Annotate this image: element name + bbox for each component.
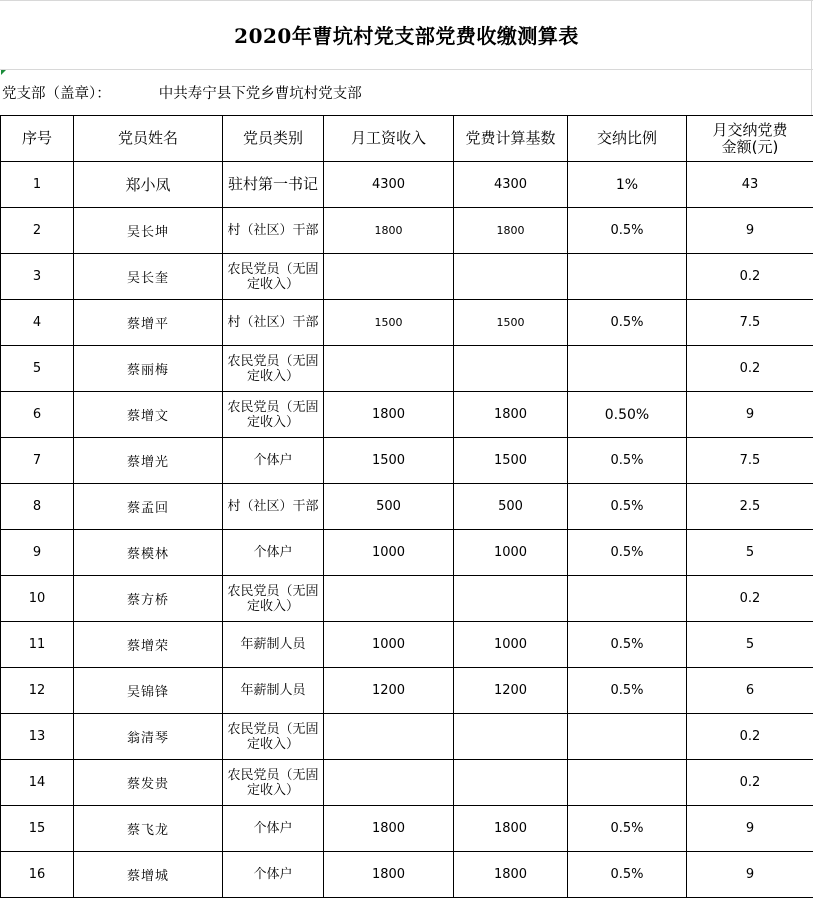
cell-type: 村（社区）干部: [223, 484, 324, 530]
table-row: [1, 622, 813, 668]
dues-table: [0, 115, 813, 898]
cell-amount: 9: [687, 208, 813, 254]
cell-base: [454, 346, 568, 392]
header-type: 党员类别: [223, 116, 324, 162]
header-rate: 交纳比例: [568, 116, 687, 162]
cell-name: 蔡增平: [74, 300, 223, 346]
cell-name: 蔡丽梅: [74, 346, 223, 392]
cell-salary: 1800: [324, 806, 454, 852]
cell-no: 16: [1, 852, 74, 898]
cell-no: 10: [1, 576, 74, 622]
cell-salary: 500: [324, 484, 454, 530]
cell-base: 1200: [454, 668, 568, 714]
cell-salary: [324, 346, 454, 392]
table-row: [1, 714, 813, 760]
table-row: [1, 668, 813, 714]
cell-amount: 5: [687, 622, 813, 668]
cell-no: 5: [1, 346, 74, 392]
cell-no: 7: [1, 438, 74, 484]
cell-no: 15: [1, 806, 74, 852]
cell-rate: 1%: [568, 162, 687, 208]
cell-amount: 9: [687, 852, 813, 898]
cell-rate: [568, 714, 687, 760]
title-divider: [0, 69, 813, 70]
cell-type: 个体户: [223, 530, 324, 576]
cell-rate: 0.5%: [568, 300, 687, 346]
header-no: 序号: [1, 116, 74, 162]
cell-rate: 0.5%: [568, 438, 687, 484]
table-row: [1, 806, 813, 852]
cell-no: 1: [1, 162, 74, 208]
header-name: 党员姓名: [74, 116, 223, 162]
table-row: [1, 346, 813, 392]
table-row: [1, 484, 813, 530]
table-row: [1, 208, 813, 254]
cell-rate: 0.5%: [568, 852, 687, 898]
cell-type: 驻村第一书记: [223, 162, 324, 208]
cell-salary: 1200: [324, 668, 454, 714]
cell-name: 蔡增光: [74, 438, 223, 484]
header-row: [1, 116, 813, 162]
cell-salary: [324, 254, 454, 300]
cell-base: 1000: [454, 530, 568, 576]
cell-amount: 9: [687, 806, 813, 852]
cell-rate: 0.5%: [568, 484, 687, 530]
cell-rate: 0.5%: [568, 208, 687, 254]
cell-no: 11: [1, 622, 74, 668]
cell-no: 8: [1, 484, 74, 530]
cell-rate: [568, 576, 687, 622]
cell-rate: 0.5%: [568, 530, 687, 576]
cell-amount: 0.2: [687, 254, 813, 300]
cell-amount: 7.5: [687, 438, 813, 484]
branch-label: 党支部（盖章）：: [2, 86, 111, 102]
cell-no: 13: [1, 714, 74, 760]
cell-salary: 1800: [324, 392, 454, 438]
cell-name: 吴锦锋: [74, 668, 223, 714]
table-row: [1, 392, 813, 438]
cell-base: [454, 254, 568, 300]
table-row: [1, 852, 813, 898]
cell-comment-marker: [1, 70, 6, 75]
cell-name: 蔡增荣: [74, 622, 223, 668]
cell-salary: [324, 576, 454, 622]
cell-salary: [324, 714, 454, 760]
cell-type: 农民党员（无固定收入）: [223, 346, 324, 392]
cell-base: 1800: [454, 208, 568, 254]
cell-salary: 1000: [324, 530, 454, 576]
cell-salary: 1500: [324, 300, 454, 346]
cell-name: 吴长奎: [74, 254, 223, 300]
table-row: [1, 300, 813, 346]
cell-no: 14: [1, 760, 74, 806]
cell-type: 年薪制人员: [223, 668, 324, 714]
cell-name: 吴长坤: [74, 208, 223, 254]
cell-base: 1000: [454, 622, 568, 668]
table-row: [1, 162, 813, 208]
cell-no: 2: [1, 208, 74, 254]
cell-no: 6: [1, 392, 74, 438]
cell-amount: 0.2: [687, 760, 813, 806]
cell-name: 蔡增文: [74, 392, 223, 438]
cell-amount: 6: [687, 668, 813, 714]
cell-type: 村（社区）干部: [223, 208, 324, 254]
cell-name: 蔡模林: [74, 530, 223, 576]
cell-rate: [568, 254, 687, 300]
cell-type: 个体户: [223, 852, 324, 898]
table-row: [1, 254, 813, 300]
cell-base: 500: [454, 484, 568, 530]
cell-salary: 1500: [324, 438, 454, 484]
cell-amount: 2.5: [687, 484, 813, 530]
header-amount-line2: 金额(元): [721, 137, 779, 156]
cell-base: 1500: [454, 438, 568, 484]
cell-rate: 0.50%: [568, 392, 687, 438]
cell-type: 农民党员（无固定收入）: [223, 714, 324, 760]
cell-salary: 1800: [324, 208, 454, 254]
table-row: [1, 438, 813, 484]
cell-amount: 0.2: [687, 346, 813, 392]
cell-base: [454, 760, 568, 806]
cell-type: 农民党员（无固定收入）: [223, 576, 324, 622]
cell-name: 蔡孟回: [74, 484, 223, 530]
cell-type: 村（社区）干部: [223, 300, 324, 346]
sheet-title: 2020年曹坑村党支部党费收缴测算表: [234, 24, 579, 48]
cell-base: [454, 714, 568, 760]
cell-base: 1800: [454, 392, 568, 438]
cell-name: 蔡飞龙: [74, 806, 223, 852]
cell-base: 1500: [454, 300, 568, 346]
cell-amount: 0.2: [687, 576, 813, 622]
cell-base: 1800: [454, 852, 568, 898]
cell-name: 蔡增城: [74, 852, 223, 898]
header-base: 党费计算基数: [454, 116, 568, 162]
cell-amount: 7.5: [687, 300, 813, 346]
cell-amount: 0.2: [687, 714, 813, 760]
cell-rate: [568, 346, 687, 392]
header-amount-line1: 月交纳党费: [712, 120, 788, 139]
cell-no: 12: [1, 668, 74, 714]
cell-base: [454, 576, 568, 622]
cell-rate: [568, 760, 687, 806]
header-amount: [687, 116, 813, 162]
cell-type: 年薪制人员: [223, 622, 324, 668]
cell-base: 1800: [454, 806, 568, 852]
table-row: [1, 530, 813, 576]
branch-row: [2, 80, 362, 108]
cell-type: 农民党员（无固定收入）: [223, 392, 324, 438]
cell-name: 郑小凤: [74, 162, 223, 208]
cell-base: 4300: [454, 162, 568, 208]
sheet-top-border: [0, 0, 813, 1]
header-salary: 月工资收入: [324, 116, 454, 162]
cell-rate: 0.5%: [568, 806, 687, 852]
cell-salary: 1800: [324, 852, 454, 898]
cell-amount: 43: [687, 162, 813, 208]
cell-type: 农民党员（无固定收入）: [223, 760, 324, 806]
cell-type: 个体户: [223, 438, 324, 484]
cell-no: 9: [1, 530, 74, 576]
cell-type: 个体户: [223, 806, 324, 852]
cell-salary: [324, 760, 454, 806]
cell-no: 4: [1, 300, 74, 346]
cell-rate: 0.5%: [568, 622, 687, 668]
cell-name: 翁清琴: [74, 714, 223, 760]
cell-name: 蔡方桥: [74, 576, 223, 622]
cell-rate: 0.5%: [568, 668, 687, 714]
cell-amount: 9: [687, 392, 813, 438]
cell-salary: 1000: [324, 622, 454, 668]
cell-type: 农民党员（无固定收入）: [223, 254, 324, 300]
table-row: [1, 760, 813, 806]
cell-amount: 5: [687, 530, 813, 576]
cell-name: 蔡发贵: [74, 760, 223, 806]
branch-name: 中共寿宁县下党乡曹坑村党支部: [158, 86, 362, 102]
cell-no: 3: [1, 254, 74, 300]
cell-salary: 4300: [324, 162, 454, 208]
table-row: [1, 576, 813, 622]
